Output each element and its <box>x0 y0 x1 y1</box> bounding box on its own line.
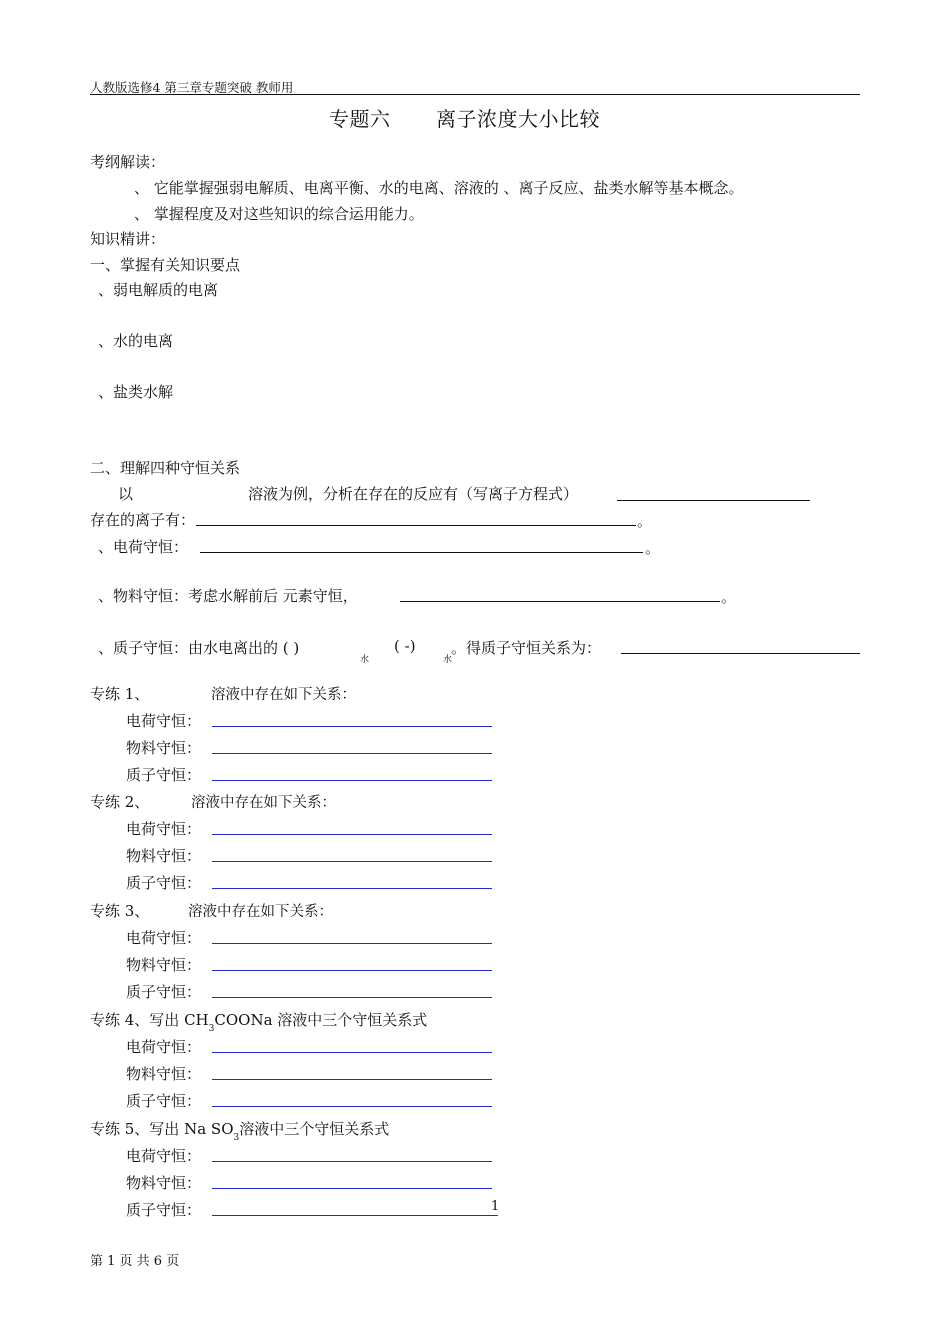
ex3-material-line <box>212 970 492 971</box>
ex3-proton-line <box>212 997 492 998</box>
proton-answer-line <box>621 653 860 654</box>
ex2-proton-label: 质子守恒： <box>126 874 202 892</box>
ex4-material-line <box>212 1079 492 1080</box>
ions-label: 存在的离子有： <box>90 511 196 529</box>
ex3-material-label: 物料守恒： <box>126 956 202 974</box>
exercise-2-label: 专练 2、 <box>90 793 150 811</box>
ex4-charge-label: 电荷守恒： <box>126 1038 202 1056</box>
ex5-charge-label: 电荷守恒： <box>126 1147 202 1165</box>
charge-period: 。 <box>645 539 661 557</box>
ions-answer-line <box>196 525 636 526</box>
charge-answer-line <box>200 552 643 553</box>
exercise-4-post: COONa 溶液中三个守恒关系式 <box>214 1011 428 1029</box>
ex2-material-label: 物料守恒： <box>126 847 202 865</box>
charge-conservation-label: 、电荷守恒： <box>98 538 189 556</box>
ex5-charge-line <box>212 1161 492 1162</box>
ex3-charge-label: 电荷守恒： <box>126 929 202 947</box>
page-footer: 第 1 页 共 6 页 <box>90 1254 180 1269</box>
material-period: 。 <box>721 588 737 606</box>
part2-heading: 二、理解四种守恒关系 <box>90 459 241 477</box>
exercise-1-label: 专练 1、 <box>90 685 150 703</box>
ex2-material-line <box>212 861 492 862</box>
exercise-3-desc: 溶液中存在如下关系： <box>188 904 333 920</box>
ex1-proton-line <box>212 780 492 781</box>
point-salt-hydrolysis: 、盐类水解 <box>98 383 174 401</box>
ex3-charge-line <box>212 943 492 944</box>
exercise-1-desc: 溶液中存在如下关系： <box>211 687 356 703</box>
part1-heading: 一、掌握有关知识要点 <box>90 256 241 274</box>
proton-relation-label: 。得质子守恒关系为： <box>451 639 602 657</box>
ex4-proton-label: 质子守恒： <box>126 1092 202 1110</box>
ex5-proton-line <box>212 1215 498 1216</box>
intro-yi: 以 <box>118 485 134 503</box>
ex2-proton-line <box>212 888 492 889</box>
exercise-4-prompt <box>90 1009 428 1034</box>
exercise-4-pre: 专练 4、写出 CH <box>90 1011 209 1029</box>
running-header: 人教版选修4 第三章专题突破 教师用 <box>90 80 294 95</box>
ex3-proton-label: 质子守恒： <box>126 983 202 1001</box>
ex1-material-line <box>212 753 492 754</box>
exercise-3-label: 专练 3、 <box>90 902 150 920</box>
exercise-4-subscript: 3 <box>208 1024 215 1034</box>
exercise-5-pre: 专练 5、写出 Na SO <box>90 1120 234 1138</box>
point-weak-electrolyte: 、弱电解质的电离 <box>98 281 219 299</box>
exercise-5-prompt <box>90 1118 390 1143</box>
ex1-material-label: 物料守恒： <box>126 739 202 757</box>
ex5-proton-label: 质子守恒： <box>126 1201 202 1219</box>
ex4-charge-line <box>212 1052 492 1053</box>
header-rule <box>90 94 860 95</box>
ex2-charge-line <box>212 834 492 835</box>
intro-text: 溶液为例，分析在存在的反应有（写离子方程式） <box>248 485 579 503</box>
ex1-proton-label: 质子守恒： <box>126 766 202 784</box>
material-conservation-label: 、物料守恒：考虑水解前后 元素守恒， <box>98 587 358 605</box>
ex5-material-label: 物料守恒： <box>126 1174 202 1192</box>
ex1-charge-line <box>212 726 492 727</box>
exercise-2-desc: 溶液中存在如下关系： <box>191 795 336 811</box>
point-water-ionization: 、水的电离 <box>98 332 174 350</box>
proton-oh-term: ( -) <box>394 637 416 655</box>
ex5-material-line <box>212 1188 492 1189</box>
title-topic-number: 专题六 <box>329 107 391 131</box>
reaction-answer-line <box>617 500 810 501</box>
proton-subscript-2: 水 <box>443 655 453 665</box>
material-answer-line <box>400 601 720 602</box>
ions-period: 。 <box>637 512 653 530</box>
kaogang-heading: 考纲解读： <box>90 153 166 171</box>
ex2-charge-label: 电荷守恒： <box>126 820 202 838</box>
zhishi-heading: 知识精讲： <box>90 230 166 248</box>
kaogang-item-1: 、 它能掌握强弱电解质、电离平衡、水的电离、溶液的 、离子反应、盐类水解等基本概念。 <box>134 179 744 197</box>
exercise-5-subscript: 3 <box>233 1133 240 1143</box>
page-mark: 1 <box>491 1199 500 1214</box>
ex1-charge-label: 电荷守恒： <box>126 712 202 730</box>
kaogang-item-2: 、 掌握程度及对这些知识的综合运用能力。 <box>134 205 424 223</box>
ex4-proton-line <box>212 1106 492 1107</box>
proton-subscript-1: 水 <box>360 655 370 665</box>
exercise-5-post: 溶液中三个守恒关系式 <box>239 1120 390 1138</box>
proton-conservation-label: 、质子守恒：由水电离出的 ( ) <box>98 639 300 657</box>
title-topic-name: 离子浓度大小比较 <box>436 107 600 131</box>
ex4-material-label: 物料守恒： <box>126 1065 202 1083</box>
